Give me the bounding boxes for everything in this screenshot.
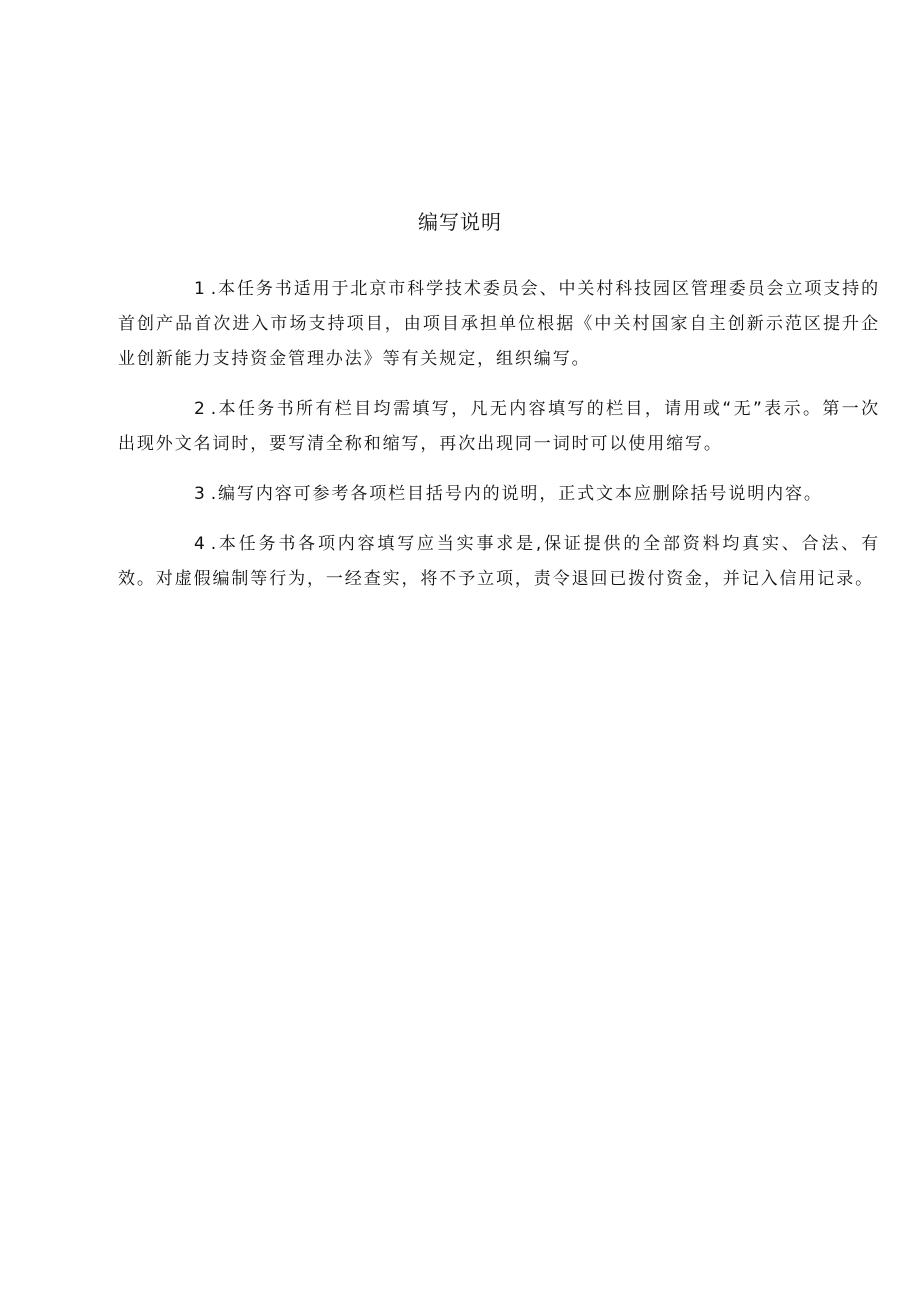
paragraph-number: 2 <box>194 399 207 419</box>
paragraph-number: 1 <box>194 279 207 299</box>
paragraph-text: .本任务书所有栏目均需填写，凡无内容填写的栏目，请用或“无”表示。第一次出现外文名词时，要写清全称和缩写，再次出现同一词时可以使用缩写。 <box>118 399 880 454</box>
paragraph-text: .编写内容可参考各项栏目括号内的说明，正式文本应删除括号说明内容。 <box>210 484 823 504</box>
instruction-paragraph-3 <box>118 477 880 512</box>
instruction-paragraph-1 <box>118 272 880 377</box>
paragraph-number: 4 <box>194 534 207 554</box>
instruction-paragraph-2 <box>118 392 880 462</box>
paragraph-text: .本任务书适用于北京市科学技术委员会、中关村科技园区管理委员会立项支持的首创产品首次进入市场支持项目，由项目承担单位根据《中关村国家自主创新示范区提升企业创新能力支持资金管理办法》等有关规定，组织编写。 <box>118 279 880 369</box>
instructions-body <box>118 272 880 612</box>
page-title: 编写说明 <box>418 210 502 234</box>
instruction-paragraph-4 <box>118 527 880 597</box>
paragraph-text: .本任务书各项内容填写应当实事求是,保证提供的全部资料均真实、合法、有效。对虚假编制等行为，一经查实，将不予立项，责令退回已拨付资金，并记入信用记录。 <box>118 534 880 589</box>
paragraph-number: 3 <box>194 484 207 504</box>
